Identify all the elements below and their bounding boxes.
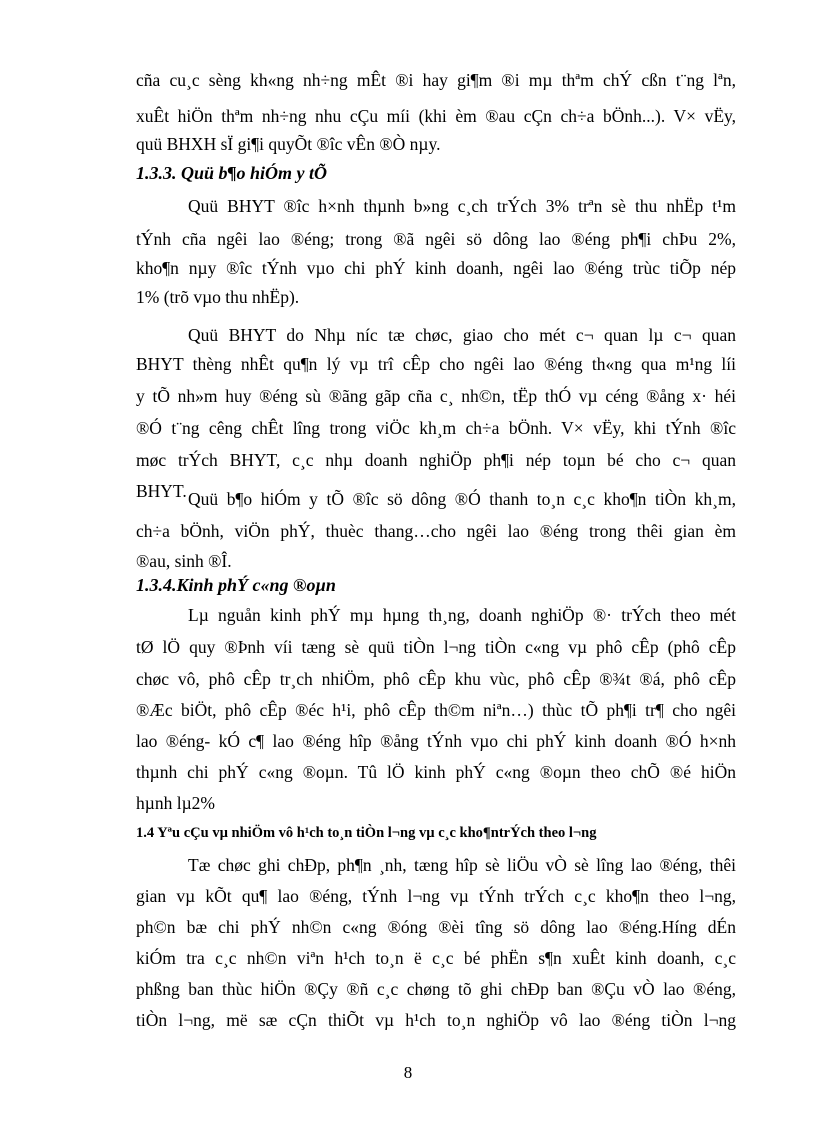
body-text-line: Quü b¶o hiÓm y tÕ ®îc sö dông ®Ó thanh to¸n c¸c kho¶n tiÒn kh¸m, (188, 489, 736, 509)
page-number: 8 (403, 1063, 413, 1082)
body-text-line: ®au, sinh ®Î. (136, 551, 232, 571)
section-heading-1-3-3: 1.3.3. Quü b¶o hiÓm y tÕ (136, 163, 328, 183)
body-text-line: Tæ chøc ghi chÐp, ph¶n ¸nh, tæng hîp sè liÖu vÒ sè lîng lao ®éng, thêi (188, 855, 736, 875)
body-text-line: Quü BHYT ®îc h×nh thµnh b»ng c¸ch trÝch 3% trªn sè thu nhËp t¹m (188, 196, 736, 216)
body-text-line: quü BHXH sÏ gi¶i quyÕt ®îc vÊn ®Ò nµy. (136, 134, 441, 154)
body-text-line: thµnh chi phÝ c«ng ®oµn. Tû lÖ kinh phÝ c«ng ®oµn theo chÕ ®é hiÖn (136, 762, 736, 782)
body-text-line: tØ lÖ quy ®Þnh víi tæng sè quü tiÒn l¬ng tiÒn c«ng vµ phô cÊp (phô cÊp (136, 637, 736, 657)
body-text-line: hµnh lµ2% (136, 793, 215, 813)
body-text-line: gian vµ kÕt qu¶ lao ®éng, tÝnh l¬ng vµ tÝnh trÝch c¸c kho¶n theo l¬ng, (136, 886, 736, 906)
body-text-line: kho¶n nµy ®îc tÝnh vµo chi phÝ kinh doanh, ngêi lao ®éng trùc tiÕp nép (136, 258, 736, 278)
body-text-line: Quü BHYT do Nhµ níc tæ chøc, giao cho mét c¬ quan lµ c¬ quan (188, 325, 736, 345)
body-text-line: lao ®éng- kÓ c¶ lao ®éng hîp ®ång tÝnh vµo chi phÝ kinh doanh ®Ó h×nh (136, 731, 736, 751)
body-text-line: ph©n bæ chi phÝ nh©n c«ng ®óng ®èi tîng sö dông lao ®éng.Híng dÉn (136, 917, 736, 937)
body-text-line: cña cu¸c sèng kh«ng nh÷ng mÊt ®i hay gi¶m ®i mµ thªm chÝ cßn t¨ng lªn, (136, 70, 736, 90)
body-text-line: Lµ nguån kinh phÝ mµ hµng th¸ng, doanh nghiÖp ®· trÝch theo mét (188, 605, 736, 625)
body-text-line: BHYT thèng nhÊt qu¶n lý vµ trî cÊp cho ngêi lao ®éng th«ng qua m¹ng líi (136, 354, 736, 374)
body-text-line: ®Æc biÖt, phô cÊp ®éc h¹i, phô cÊp th©m niªn…) thùc tÕ ph¶i tr¶ cho ngêi (136, 700, 736, 720)
body-text-line: ch÷a bÖnh, viÖn phÝ, thuèc thang…cho ngêi lao ®éng trong thêi gian èm (136, 521, 736, 541)
body-text-line: xuÊt hiÖn thªm nh÷ng nhu cÇu míi (khi èm ®au cÇn ch÷a bÖnh...). V× vËy, (136, 106, 736, 126)
body-text-line: y tÕ nh»m huy ®éng sù ®ãng gãp cña c¸ nh©n, tËp thÓ vµ céng ®ång x· héi (136, 386, 736, 406)
body-text-line: 1% (trõ vµo thu nhËp). (136, 287, 300, 307)
body-text-line: kiÓm tra c¸c nh©n viªn h¹ch to¸n ë c¸c bé phËn s¶n xuÊt kinh doanh, c¸c (136, 948, 736, 968)
body-text-line: phßng ban thùc hiÖn ®Çy ®ñ c¸c chøng tõ ghi chÐp ban ®Çu vÒ lao ®éng, (136, 979, 736, 999)
body-text-line: tiÒn l¬ng, më sæ cÇn thiÕt vµ h¹ch to¸n nghiÖp vô lao ®éng tiÒn l¬ng (136, 1010, 736, 1030)
body-text-line: chøc vô, phô cÊp tr¸ch nhiÖm, phô cÊp khu vùc, phô cÊp ®¾t ®á, phô cÊp (136, 669, 736, 689)
body-text-line: tÝnh cña ngêi lao ®éng; trong ®ã ngêi sö dông lao ®éng ph¶i chÞu 2%, (136, 229, 736, 249)
section-heading-1-4: 1.4 Yªu cÇu vµ nhiÖm vô h¹ch to¸n tiÒn l¬ng vµ c¸c kho¶ntrÝch theo l¬ng (136, 825, 597, 841)
section-heading-1-3-4: 1.3.4.Kinh phÝ c«ng ®oµn (136, 575, 336, 595)
body-text-line: møc trÝch BHYT, c¸c nhµ doanh nghiÖp ph¶i nép toµn bé cho c¬ quan (136, 450, 736, 470)
body-text-line: ®Ó t¨ng cêng chÊt lîng trong viÖc kh¸m ch÷a bÖnh. V× vËy, khi tÝnh ®îc (136, 418, 736, 438)
body-text-line: BHYT. (136, 481, 187, 501)
